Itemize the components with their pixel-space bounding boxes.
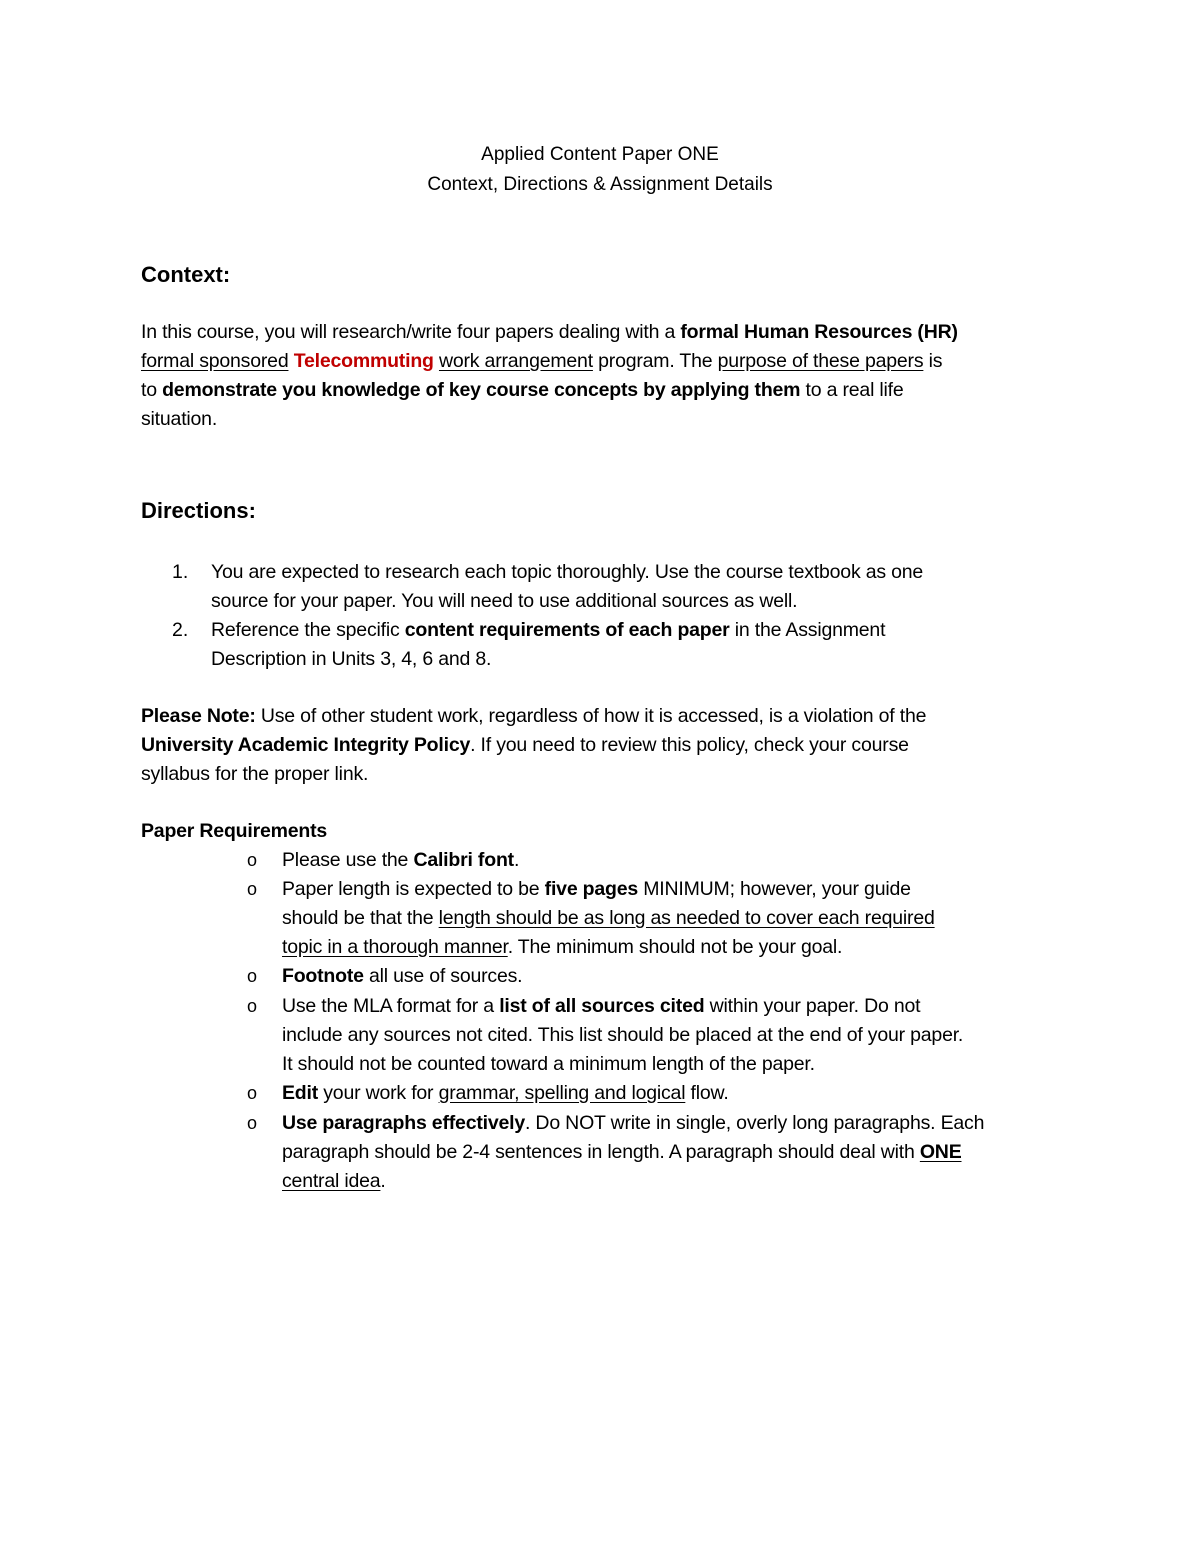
req-text: Please use the (282, 849, 414, 871)
req-bold: Footnote (282, 965, 364, 987)
requirement-2-line-1 (282, 878, 911, 901)
req-underline: grammar, spelling and logical (438, 1082, 686, 1104)
req-text: . The minimum should not be your goal. (507, 936, 843, 958)
directions-heading: Directions: (141, 498, 256, 523)
req-text: your work for (318, 1082, 439, 1104)
context-text: to a real life (800, 379, 904, 401)
context-text: to (141, 379, 163, 401)
context-line-1 (141, 321, 958, 344)
req-bold: list of all sources cited (499, 995, 705, 1017)
doc-title: Applied Content Paper ONE (481, 144, 719, 165)
req-underline: central idea (282, 1170, 381, 1192)
requirement-4-line-3: It should not be counted toward a minimum length of the paper. (282, 1053, 815, 1075)
requirement-1 (282, 849, 519, 872)
req-bold: Calibri font (413, 849, 514, 871)
bullet-o-icon: o (247, 850, 258, 870)
req-underline: length should be as long as needed to cover each required (438, 907, 935, 929)
requirement-2-line-3 (282, 936, 842, 959)
bullet-o-icon: o (247, 966, 258, 986)
context-bold: demonstrate you knowledge of key course concepts by applying them (162, 379, 801, 401)
req-bold: Edit (282, 1082, 319, 1104)
req-text: all use of sources. (363, 965, 523, 987)
req-text: flow. (685, 1082, 729, 1104)
req-text: Use the MLA format for a (282, 995, 500, 1017)
req-text: . Do NOT write in single, overly long paragraphs. Each (525, 1112, 985, 1134)
direction-text: in the Assignment (729, 619, 886, 641)
context-bold: formal Human Resources (HR) (680, 321, 958, 343)
direction-bold: content requirements of each paper (404, 619, 730, 641)
direction-1-line-1: You are expected to research each topic thoroughly. Use the course textbook as one (211, 561, 924, 583)
req-text: MINIMUM; however, your guide (638, 878, 911, 900)
req-text: within your paper. Do not (704, 995, 921, 1017)
telecommuting-highlight: Telecommuting (293, 350, 434, 372)
req-text: Paper length is expected to be (282, 878, 545, 900)
requirements-heading: Paper Requirements (141, 820, 328, 842)
req-text: should be that the (282, 907, 439, 929)
bullet-o-icon: o (247, 879, 258, 899)
context-line-2 (141, 350, 942, 373)
context-underline: work arrangement (438, 350, 593, 372)
bullet-o-icon: o (247, 1113, 258, 1133)
bullet-o-icon: o (247, 1083, 258, 1103)
context-heading: Context: (141, 262, 231, 287)
requirement-4-line-1 (282, 995, 920, 1018)
context-text: is (923, 350, 943, 372)
requirement-6-line-3 (282, 1170, 386, 1193)
context-text: In this course, you will research/write four papers dealing with a (141, 321, 681, 343)
note-line-2 (141, 734, 909, 757)
context-text: program. The (592, 350, 718, 372)
note-line-3: syllabus for the proper link. (141, 763, 369, 785)
req-bold: Use paragraphs effectively (282, 1112, 525, 1134)
req-text: paragraph should be 2-4 sentences in length. A paragraph should deal with (282, 1141, 920, 1163)
req-text: . (513, 849, 520, 871)
requirement-4-line-2: include any sources not cited. This list should be placed at the end of your paper. (282, 1024, 964, 1046)
requirement-6-line-2 (282, 1141, 962, 1164)
context-line-3 (141, 379, 904, 402)
context-underline: formal sponsored (141, 350, 289, 372)
bullet-o-icon: o (247, 996, 258, 1016)
requirement-3 (282, 965, 522, 988)
direction-1-line-2: source for your paper. You will need to use additional sources as well. (211, 590, 798, 612)
requirement-2-line-2 (282, 907, 935, 930)
context-line-4: situation. (141, 408, 218, 430)
req-underline: topic in a thorough manner (282, 936, 508, 958)
context-underline: purpose of these papers (717, 350, 924, 372)
list-number-1: 1. (172, 561, 189, 583)
req-bold: five pages (544, 878, 639, 900)
note-text: . If you need to review this policy, check your course (470, 734, 909, 756)
note-label: Please Note: (141, 705, 256, 727)
req-bold-underline: ONE (919, 1141, 962, 1163)
doc-subtitle: Context, Directions & Assignment Details (427, 174, 773, 195)
note-policy-name: University Academic Integrity Policy (141, 734, 471, 756)
requirement-6-line-1 (282, 1112, 984, 1135)
requirement-5 (282, 1082, 729, 1105)
req-text: . (380, 1170, 386, 1192)
direction-2-line-2: Description in Units 3, 4, 6 and 8. (211, 648, 492, 670)
note-text: Use of other student work, regardless of how it is accessed, is a violation of the (255, 705, 927, 727)
direction-text: Reference the specific (211, 619, 405, 641)
note-line-1 (141, 705, 926, 728)
direction-2-line-1 (211, 619, 885, 642)
list-number-2: 2. (172, 619, 189, 641)
